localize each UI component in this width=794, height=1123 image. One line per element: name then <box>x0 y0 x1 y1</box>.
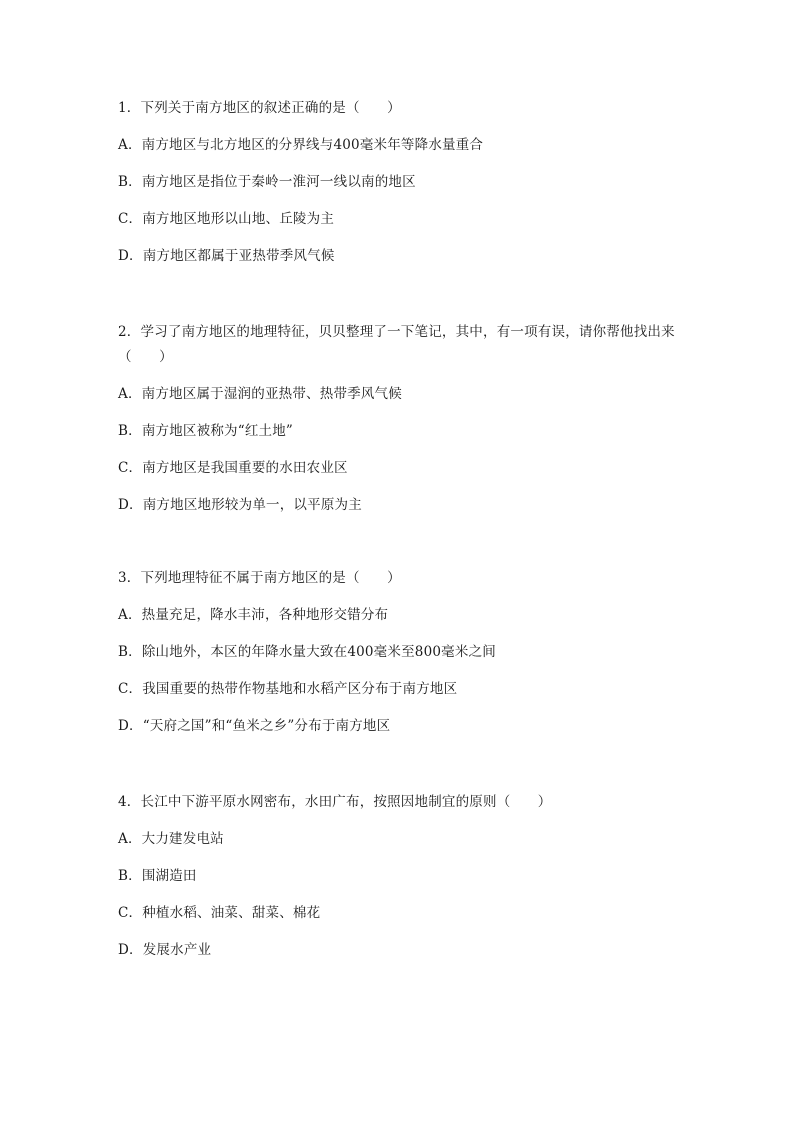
option-a: A．热量充足，降水丰沛，各种地形交错分布 <box>118 607 389 623</box>
question-1 <box>118 96 678 280</box>
option-c: C．南方地区地形以山地、丘陵为主 <box>118 211 335 227</box>
option-d: D．发展水产业 <box>118 942 212 958</box>
option-b: B．南方地区是指位于秦岭一淮河一线以南的地区 <box>118 174 416 190</box>
question-stem: 3．下列地理特征不属于南方地区的是（ ） <box>118 570 401 586</box>
option-c: C．南方地区是我国重要的水田农业区 <box>118 460 348 476</box>
option-b: B．除山地外，本区的年降水量大致在400毫米至800毫米之间 <box>118 644 496 660</box>
question-stem: 2．学习了南方地区的地理特征，贝贝整理了一下笔记，其中，有一项有误，请你帮他找出来（ ） <box>118 324 675 365</box>
question-3 <box>118 566 678 750</box>
question-4 <box>118 790 678 974</box>
option-a: A．大力建发电站 <box>118 831 224 847</box>
option-a: A．南方地区属于湿润的亚热带、热带季风气候 <box>118 386 402 402</box>
option-b: B．围湖造田 <box>118 868 197 884</box>
option-c: C．种植水稻、油菜、甜菜、棉花 <box>118 905 321 921</box>
question-stem: 1．下列关于南方地区的叙述正确的是（ ） <box>118 100 401 116</box>
question-stem: 4．长江中下游平原水网密布，水田广布，按照因地制宜的原则（ ） <box>118 794 552 810</box>
option-d: D．南方地区都属于亚热带季风气候 <box>118 248 335 264</box>
option-d: D．“天府之国”和“鱼米之乡”分布于南方地区 <box>118 718 391 734</box>
question-2 <box>118 320 678 529</box>
option-b: B．南方地区被称为“红土地” <box>118 423 294 439</box>
option-a: A．南方地区与北方地区的分界线与400毫米年等降水量重合 <box>118 137 484 153</box>
option-d: D．南方地区地形较为单一，以平原为主 <box>118 497 362 513</box>
option-c: C．我国重要的热带作物基地和水稻产区分布于南方地区 <box>118 681 458 697</box>
